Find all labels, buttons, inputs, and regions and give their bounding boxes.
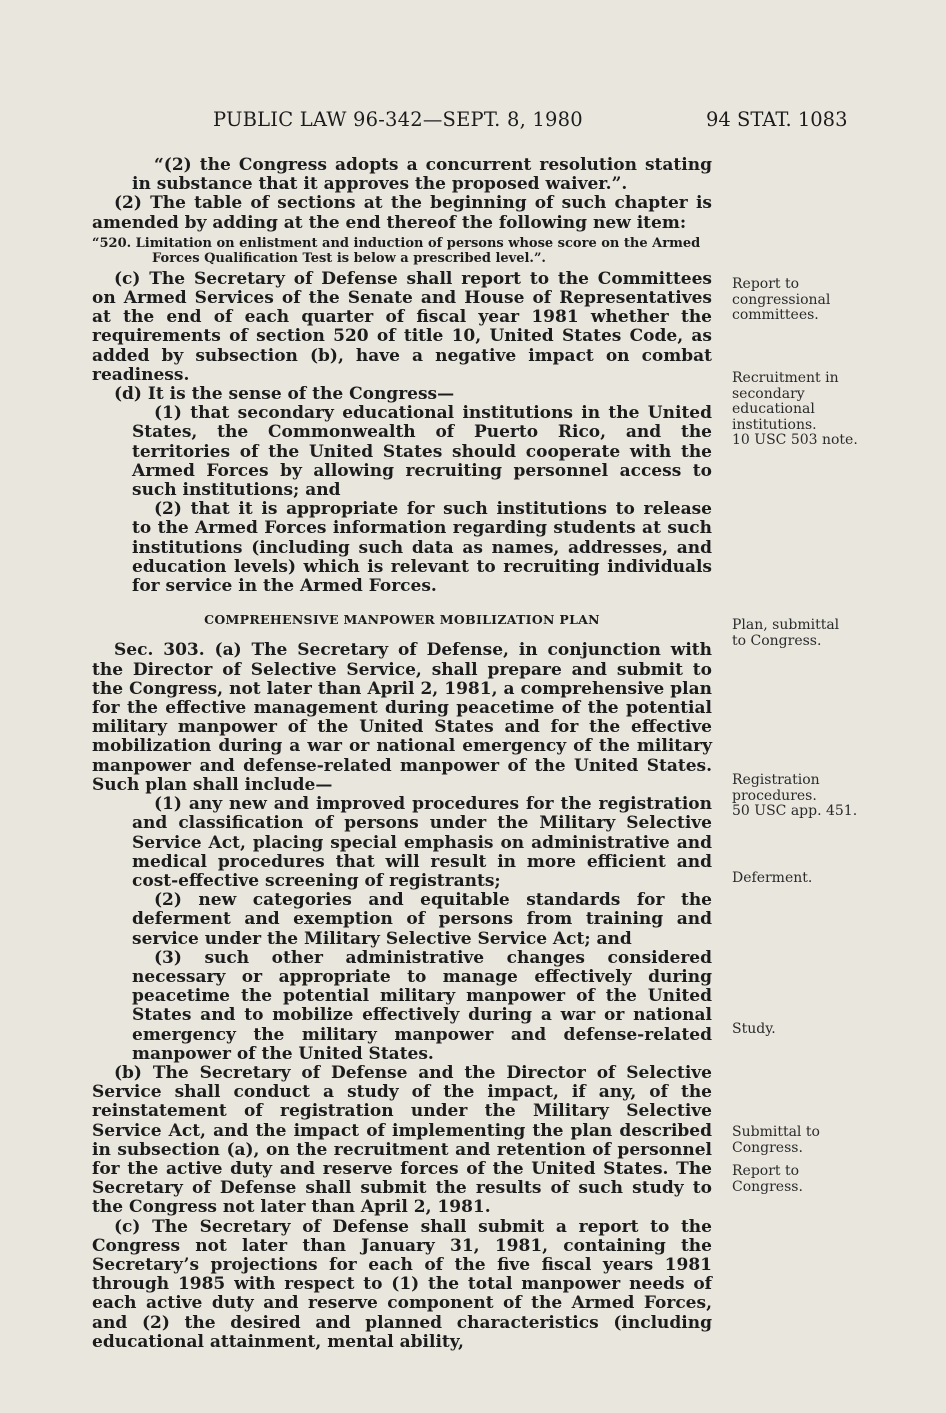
section-heading: COMPREHENSIVE MANPOWER MOBILIZATION PLAN [204,612,600,628]
sidenote-report-congress: Report to Congress. [732,1163,803,1195]
page-stat-number: 94 STAT. 1083 [706,108,848,131]
paragraph-a1: (1) any new and improved procedures for the registration and classification of persons under the Military Selective Service Act, placing special emphasis on administrative and medical procedures that will result in more efficient and cost-effective screening of registrants; [132,794,712,891]
paragraph-table-amendment: (2) The table of sections at the beginning of such chapter is amended by adding at the end thereof the following new item: [92,193,712,233]
paragraph-c-projections: (c) The Secretary of Defense shall submit a report to the Congress not later than January 31, 1981, containing the Secretary’s projections for each of the five fiscal years 1981 through 1985 with respect to (1) the total manpower needs of each active duty and reserve component of the Armed Forces, and (2) the desired and planned characteristics (including educational attainment, mental ability, [92,1216,712,1352]
sidenote-report-committees: Report to congressional committees. [732,276,831,323]
paragraph-quoted-condition: “(2) the Congress adopts a concurrent resolution stating in substance that it approves the proposed waiver.”. [132,155,712,195]
paragraph-d-sense: (d) It is the sense of the Congress— [114,384,455,405]
sidenote-submittal: Submittal to Congress. [732,1124,820,1156]
paragraph-sec-303-a [92,641,712,795]
paragraph-c-report: (c) The Secretary of Defense shall report to the Committees on Armed Services of the Senate and House of Representatives at the end of each quarter of fiscal year 1981 whether the requirements of section 520 of title 10, United States Code, as added by subsection (b), have a negative impact on combat readiness. [92,268,712,385]
paragraph-a2: (2) new categories and equitable standards for the deferment and exemption of persons from training and service under the Military Selective Service Act; and [132,890,712,949]
sidenote-study: Study. [732,1021,776,1037]
quote-line-1: “520. Limitation on enlistment and induction of persons whose score on the Armed [92,235,701,251]
sidenote-plan-submittal: Plan, submittal to Congress. [732,617,840,649]
quote-line-2: Forces Qualification Test is below a prescribed level.”. [152,250,546,266]
sidenote-registration: Registration procedures. 50 USC app. 451. [732,772,858,819]
sidenote-recruitment: Recruitment in secondary educational institutions. 10 USC 503 note. [732,370,858,448]
table-item-quote [92,236,712,266]
paragraph-d1: (1) that secondary educational institutions in the United States, the Commonwealth of Puerto Rico, and the territories of the United States should cooperate with the Armed Forces by allowing recruiting personnel access to such institutions; and [132,403,712,501]
paragraph-d2: (2) that it is appropriate for such institutions to release to the Armed Forces information regarding students at such institutions (including such data as names, addresses, and education levels) which is relevant to recruiting individuals for service in the Armed Forces. [132,499,712,597]
main-text-column [92,156,712,1352]
section-303a-text: (a) The Secretary of Defense, in conjunction with the Director of Selective Service, shall prepare and submit to the Congress, not later than April 2, 1981, a comprehensive plan for the effective management during peacetime of the potential military manpower of the United States and for the effective mobilization during a war or national emergency of the military manpower and defense-related manpower of the United States. Such plan shall include— [92,640,712,795]
running-header-title: PUBLIC LAW 96-342—SEPT. 8, 1980 [213,108,583,131]
paragraph-b-study: (b) The Secretary of Defense and the Director of Selective Service shall conduct a study of the impact, if any, of the reinstatement of registration under the Military Selective Service Act, and the impact of implementing the plan described in subsection (a), on the recruitment and retention of personnel for the active duty and reserve forces of the United States. The Secretary of Defense shall submit the results of such study to the Congress not later than April 2, 1981. [92,1062,712,1218]
paragraph-a3: (3) such other administrative changes considered necessary or appropriate to manage effectively during peacetime the potential military manpower of the United States and to mobilize effectively during a war or national emergency the military manpower and defense-related manpower of the United States. [132,947,712,1064]
section-label: Sec. 303. [114,640,205,661]
sidenote-deferment: Deferment. [732,870,813,886]
